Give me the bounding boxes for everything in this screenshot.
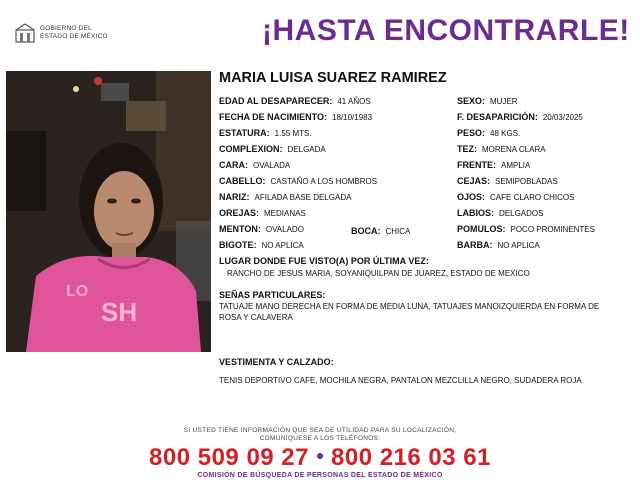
- field-sexo: SEXO: MUJER: [457, 96, 518, 106]
- person-name: MARIA LUISA SUAREZ RAMIREZ: [219, 70, 447, 86]
- marks-text: TATUAJE MANO DERECHA EN FORMA DE MEDIA LUNA, TATUAJES MANOIZQUIERDA EN FORMA DE ROSA Y CALAVERA: [219, 302, 600, 322]
- phone-number-2[interactable]: 800 216 03 61: [331, 444, 491, 471]
- field-nacimiento: FECHA DE NACIMIENTO: 18/10/1983: [219, 112, 373, 122]
- field-estatura: ESTATURA: 1.55 MTS.: [219, 128, 312, 138]
- field-peso: PESO: 48 KGS.: [457, 128, 521, 138]
- headline: ¡HASTA ENCONTRARLE!: [262, 14, 630, 47]
- field-frente: FRENTE: AMPLIA: [457, 160, 531, 170]
- contact-notice-1: SI USTED TIENE INFORMACIÓN QUE SEA DE UTILIDAD PARA SU LOCALIZACIÓN,: [183, 427, 457, 434]
- logo-line-1: GOBIERNO DEL: [40, 25, 92, 32]
- field-desaparicion: F. DESAPARICIÓN: 20/03/2025: [457, 112, 583, 122]
- phone-numbers: [0, 444, 640, 472]
- field-nariz: NARIZ: AFILADA BASE DELGADA: [219, 192, 352, 202]
- missing-person-photo: [6, 71, 211, 352]
- contact-notice-2: COMUNÍQUESE A LOS TELÉFONOS:: [259, 435, 381, 442]
- field-labios: LABIOS: DELGADOS: [457, 208, 544, 218]
- field-cabello: CABELLO: CASTAÑO A LOS HOMBROS: [219, 176, 378, 186]
- state-emblem-icon: [14, 22, 36, 44]
- phone-number-1[interactable]: 800 509 09 27: [149, 444, 309, 471]
- field-ojos: OJOS: CAFE CLARO CHICOS: [457, 192, 575, 202]
- last-seen-location: RANCHO DE JESUS MARIA, SOYANIQUILPAN DE JUAREZ, ESTADO DE MEXICO: [227, 269, 530, 278]
- field-boca: BOCA: CHICA: [351, 226, 411, 236]
- field-cara: CARA: OVALADA: [219, 160, 291, 170]
- field-edad: EDAD AL DESAPARECER: 41 AÑOS: [219, 96, 371, 106]
- last-seen-title: LUGAR DONDE FUE VISTO(A) POR ÚLTIMA VEZ:: [219, 256, 429, 266]
- logo-line-2: ESTADO DE MÉXICO: [40, 33, 108, 40]
- field-menton: MENTON: OVALADO: [219, 224, 304, 234]
- commission-footer: COMISIÓN DE BÚSQUEDA DE PERSONAS DEL ESTADO DE MÉXICO: [197, 472, 443, 479]
- clothes-title: VESTIMENTA Y CALZADO:: [219, 357, 334, 367]
- field-barba: BARBA: NO APLICA: [457, 240, 540, 250]
- field-tez: TEZ: MORENA CLARA: [457, 144, 546, 154]
- svg-text:LO: LO: [66, 283, 89, 300]
- svg-text:SH: SH: [101, 297, 138, 327]
- clothes-text: TENIS DEPORTIVO CAFE, MOCHILA NEGRA, PANTALON MEZCLILLA NEGRO, SUDADERA ROJA: [219, 376, 582, 385]
- field-cejas: CEJAS: SEMIPOBLADAS: [457, 176, 558, 186]
- separator-dot: [317, 453, 323, 459]
- marks-title: SEÑAS PARTICULARES:: [219, 290, 326, 300]
- field-orejas: OREJAS: MEDIANAS: [219, 208, 306, 218]
- field-bigote: BIGOTE: NO APLICA: [219, 240, 304, 250]
- field-complexion: COMPLEXION: DELGADA: [219, 144, 326, 154]
- government-logo: [14, 22, 134, 48]
- field-pomulos: POMULOS: POCO PROMINENTES: [457, 224, 595, 234]
